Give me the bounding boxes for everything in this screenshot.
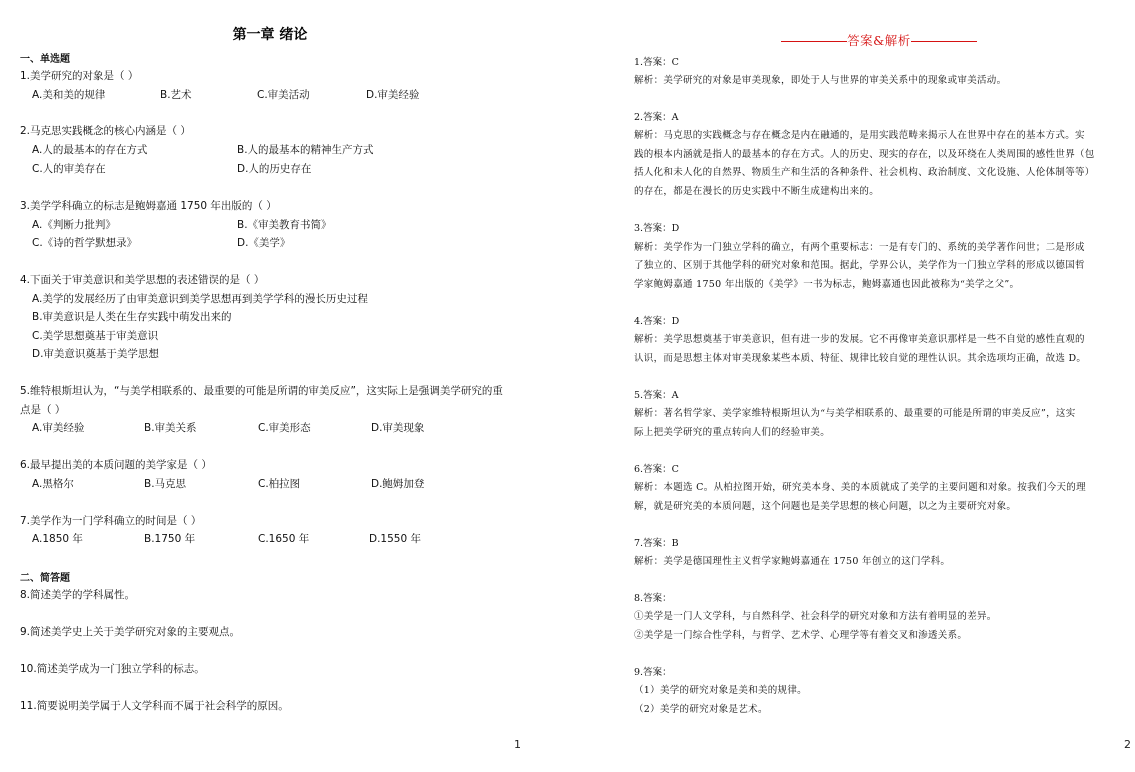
option-3d: D.《美学》: [237, 237, 291, 249]
option-7d: D.1550 年: [369, 533, 421, 545]
short-question-11: 11.简要说明美学属于人文学科而不属于社会科学的原因。: [20, 700, 289, 712]
answer-2-line: 的存在，都是在漫长的历史实践中不断生成建构出来的。: [634, 186, 880, 197]
answer-4-line: 认识，而是思想主体对审美现象某些本质、特征、规律比较自觉的理性认识。其余选项均正确，故选 D。: [634, 353, 1087, 364]
short-question-8: 8.简述美学的学科属性。: [20, 589, 136, 601]
answer-3-line: 学家鲍姆嘉通 1750 年出版的《美学》一书为标志，鲍姆嘉通也因此被称为“美学之父”。: [634, 279, 1020, 290]
answer-2-line: 括人化和未人化的自然界、物质生产和生活的各种条件、社会机构、政治制度、文化设施、人伦体制等等）: [634, 167, 1095, 178]
answer-8-line: ②美学是一门综合性学科，与哲学、艺术学、心理学等有着交叉和渗透关系。: [634, 630, 968, 641]
answer-7-label: 7.答案：B: [634, 538, 679, 549]
answer-8-label: 8.答案：: [634, 593, 672, 604]
answer-5-line: 解析：著名哲学家、美学家维特根斯坦认为“与美学相联系的、最重要的可能是所谓的审美反应”，这实: [634, 408, 1076, 419]
option-6d: D.鲍姆加登: [371, 478, 425, 490]
answer-1-label: 1.答案：C: [634, 57, 679, 68]
question-6: 6.最早提出美的本质问题的美学家是（ ）: [20, 459, 212, 471]
question-5-continued: 点是（ ）: [20, 404, 66, 416]
option-2c: C.人的审美存在: [32, 163, 106, 175]
answer-5-line: 际上把美学研究的重点转向人们的经验审美。: [634, 427, 831, 438]
option-2d: D.人的历史存在: [237, 163, 312, 175]
option-4a: A.美学的发展经历了由审美意识到美学思想再到美学学科的漫长历史过程: [32, 293, 368, 305]
answer-3-line: 了独立的、区别于其他学科的研究对象和范围。据此，学界公认，美学作为一门独立学科的形成以德国哲: [634, 260, 1085, 271]
short-question-9: 9.简述美学史上关于美学研究对象的主要观点。: [20, 626, 241, 638]
answer-4-line: 解析：美学思想奠基于审美意识，但有进一步的发展。它不再像审美意识那样是一些不自觉的感性直观的: [634, 334, 1085, 345]
option-4b: B.审美意识是人类在生存实践中萌发出来的: [32, 311, 232, 323]
page-number: 1: [514, 738, 521, 751]
answer-9-label: 9.答案：: [634, 667, 672, 678]
header-rule-left: [781, 41, 847, 43]
answer-5-label: 5.答案：A: [634, 390, 679, 401]
option-3b: B.《审美教育书简》: [237, 219, 332, 231]
option-4d: D.审美意识奠基于美学思想: [32, 348, 159, 360]
chapter-title: 第一章 绪论: [232, 27, 308, 43]
question-7: 7.美学作为一门学科确立的时间是（ ）: [20, 515, 202, 527]
option-5c: C.审美形态: [258, 422, 311, 434]
option-1b: B.艺术: [160, 89, 192, 101]
option-7b: B.1750 年: [144, 533, 196, 545]
answer-8-line: ①美学是一门人文学科，与自然科学、社会科学的研究对象和方法有着明显的差异。: [634, 611, 997, 622]
answer-2-line: 践的根本内涵就是指人的最基本的存在方式。人的历史、现实的存在，以及环绕在人类周围的感性世界（包: [634, 149, 1095, 160]
option-4c: C.美学思想奠基于审美意识: [32, 330, 159, 342]
option-3c: C.《诗的哲学默想录》: [32, 237, 138, 249]
answer-6-label: 6.答案：C: [634, 464, 679, 475]
question-5: 5.维特根斯坦认为，“与美学相联系的、最重要的可能是所谓的审美反应”，这实际上是强调美学研究的重: [20, 385, 503, 397]
option-7a: A.1850 年: [32, 533, 83, 545]
question-2: 2.马克思实践概念的核心内涵是（ ）: [20, 125, 191, 137]
option-1d: D.审美经验: [366, 89, 420, 101]
answer-2-label: 2.答案：A: [634, 112, 679, 123]
option-2b: B.人的最基本的精神生产方式: [237, 144, 374, 156]
answer-9-line: （2）美学的研究对象是艺术。: [634, 704, 768, 715]
answers-header: [579, 31, 1135, 49]
answer-7-line: 解析：美学是德国理性主义哲学家鲍姆嘉通在 1750 年创立的这门学科。: [634, 556, 951, 567]
answer-3-label: 3.答案：D: [634, 223, 680, 234]
answer-9-line: （1）美学的研究对象是美和美的规律。: [634, 685, 807, 696]
answer-2-line: 解析：马克思的实践概念与存在概念是内在融通的，是用实践范畴来揭示人在世界中存在的基本方式。实: [634, 130, 1085, 141]
answer-1-line: 解析：美学研究的对象是审美现象，即处于人与世界的审美关系中的现象或审美活动。: [634, 75, 1007, 86]
option-3a: A.《判断力批判》: [32, 219, 116, 231]
answer-4-label: 4.答案：D: [634, 316, 680, 327]
answers-header-text: 答案&解析: [847, 33, 911, 48]
page-number: 2: [1124, 738, 1131, 751]
question-3: 3.美学学科确立的标志是鲍姆嘉通 1750 年出版的（ ）: [20, 200, 277, 212]
option-1a: A.美和美的规律: [32, 89, 106, 101]
section-heading-single-choice: 一、单选题: [20, 54, 70, 65]
header-rule-right: [911, 41, 977, 43]
answer-page: [579, 0, 1135, 772]
option-7c: C.1650 年: [258, 533, 310, 545]
option-6a: A.黑格尔: [32, 478, 74, 490]
option-1c: C.审美活动: [257, 89, 310, 101]
answer-3-line: 解析：美学作为一门独立学科的确立，有两个重要标志：一是有专门的、系统的美学著作问世；二是形成: [634, 242, 1085, 253]
answer-6-line: 解，就是研究美的本质问题，这个问题也是美学思想的核心问题，以之为主要研究对象。: [634, 501, 1017, 512]
question-4: 4.下面关于审美意识和美学思想的表述错误的是（ ）: [20, 274, 265, 286]
question-1: 1.美学研究的对象是（ ）: [20, 70, 139, 82]
option-6b: B.马克思: [144, 478, 187, 490]
short-question-10: 10.简述美学成为一门独立学科的标志。: [20, 663, 205, 675]
option-5d: D.审美现象: [371, 422, 425, 434]
option-5a: A.审美经验: [32, 422, 85, 434]
option-2a: A.人的最基本的存在方式: [32, 144, 148, 156]
option-6c: C.柏拉图: [258, 478, 301, 490]
option-5b: B.审美关系: [144, 422, 197, 434]
section-heading-short-answer: 二、简答题: [20, 573, 70, 584]
answer-6-line: 解析：本题选 C。从柏拉图开始，研究美本身、美的本质就成了美学的主要问题和对象。按我们今天的理: [634, 482, 1086, 493]
